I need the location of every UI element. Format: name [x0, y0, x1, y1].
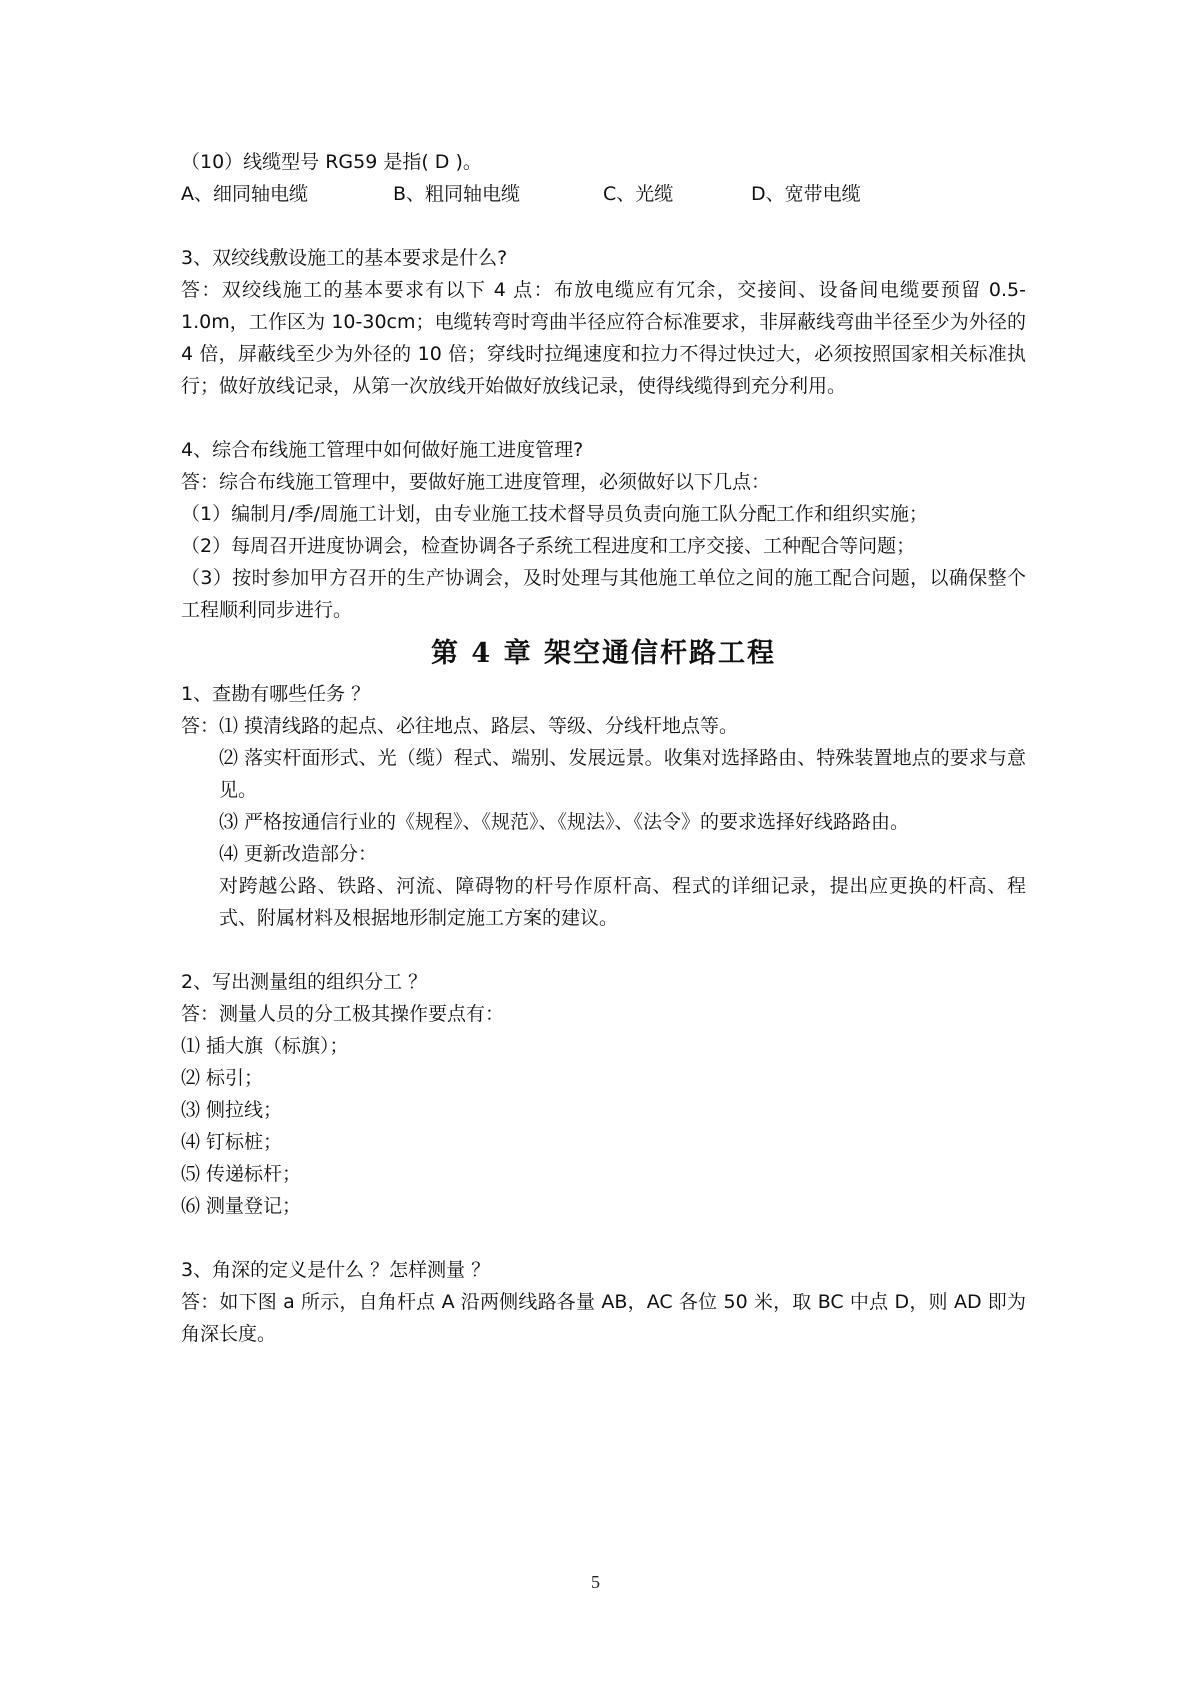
question-3-answer: 答：双绞线施工的基本要求有以下 4 点：布放电缆应有冗余，交接间、设备间电缆要预留 0.5-1.0m，工作区为 10-30cm；电缆转弯时弯曲半径应符合标准要求，非屏蔽线弯曲半径至少为外径的 4 倍，屏蔽线至少为外径的 10 倍；穿线时拉绳速度和拉力不得过快过大，必须按照国家相关标准执行；做好放线记录，从第一次放线开始做好放线记录，使得线缆得到充分利用。: [181, 279, 1026, 397]
question-4-item: （3）按时参加甲方召开的生产协调会，及时处理与其他施工单位之间的施工配合问题，以确保整个工程顺利同步进行。: [181, 567, 1026, 621]
mc-option-c: C、光缆: [603, 183, 674, 205]
question-4-title: 4、综合布线施工管理中如何做好施工进度管理?: [181, 439, 584, 461]
chapter-title: 第 4 章 架空通信杆路工程: [431, 638, 776, 669]
spacer: [181, 934, 1026, 966]
spacer: [181, 1222, 1026, 1254]
mc-option-d: D、宽带电缆: [751, 183, 861, 205]
question-4-answer-intro: 答：综合布线施工管理中，要做好施工进度管理，必须做好以下几点：: [181, 471, 771, 493]
mc-option-b: B、粗同轴电缆: [393, 183, 521, 205]
chapter-question-2-item: ⑷ 钉标桩；: [181, 1131, 283, 1153]
chapter-question-3-title: 3、角深的定义是什么 ？怎样测量 ？: [181, 1259, 491, 1281]
page-number: 5: [591, 1572, 600, 1592]
chapter-question-2-title: 2、写出测量组的组织分工 ？: [181, 971, 428, 993]
mc-options: [181, 178, 1026, 210]
chapter-question-2-item: ⑸ 传递标杆；: [181, 1163, 302, 1185]
chapter-question-1-item: ⑶ 严格按通信行业的《规程》、《规范》、《规法》、《法令》的要求选择好线路路由。: [219, 811, 910, 833]
chapter-question-1-title: 1、查勘有哪些任务 ？: [181, 683, 371, 705]
chapter-question-2-item: ⑶ 侧拉线；: [181, 1099, 283, 1121]
chapter-question-3-answer: 答：如下图 a 所示，自角杆点 A 沿两侧线路各量 AB，AC 各位 50 米，取 BC 中点 D，则 AD 即为角深长度。: [181, 1291, 1026, 1345]
chapter-question-2-item: ⑵ 标引；: [181, 1067, 264, 1089]
spacer: [181, 210, 1026, 242]
chapter-question-1-answer-first: 答：⑴ 摸清线路的起点、必往地点、路层、等级、分线杆地点等。: [181, 715, 739, 737]
question-4-item: （2）每周召开进度协调会，检查协调各子系统工程进度和工序交接、工种配合等问题；: [181, 535, 916, 557]
mc-option-a: A、细同轴电缆: [181, 183, 308, 205]
chapter-question-1-item: 对跨越公路、铁路、河流、障碍物的杆号作原杆高、程式的详细记录，提出应更换的杆高、程式、附属材料及根据地形制定施工方案的建议。: [219, 875, 1026, 929]
spacer: [181, 402, 1026, 434]
chapter-question-2-answer-intro: 答：测量人员的分工极其操作要点有：: [181, 1003, 505, 1025]
chapter-question-2-item: ⑴ 插大旗（标旗）；: [181, 1035, 349, 1057]
question-3-title: 3、双绞线敷设施工的基本要求是什么?: [181, 247, 508, 269]
mc-question: （10）线缆型号 RG59 是指( D )。: [181, 151, 482, 173]
chapter-question-1-item: ⑵ 落实杆面形式、光（缆）程式、端别、发展远景。收集对选择路由、特殊装置地点的要求与意见。: [219, 747, 1026, 801]
page-content: [181, 146, 1026, 1350]
chapter-question-1-item: ⑷ 更新改造部分：: [219, 843, 378, 865]
chapter-question-2-item: ⑹ 测量登记；: [181, 1195, 302, 1217]
question-4-item: （1）编制月/季/周施工计划，由专业施工技术督导员负责向施工队分配工作和组织实施；: [181, 503, 928, 525]
